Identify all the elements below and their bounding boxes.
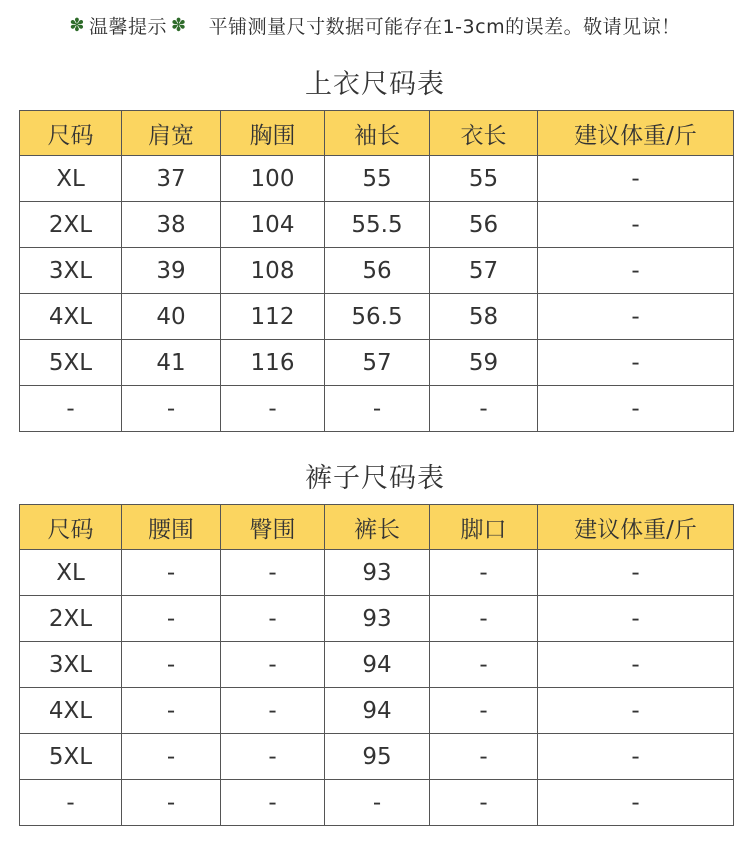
table-cell: - <box>430 550 538 596</box>
column-header: 腰围 <box>122 505 221 550</box>
table-cell: 94 <box>325 688 430 734</box>
table-cell: - <box>538 340 734 386</box>
table-cell: 4XL <box>20 688 122 734</box>
table-cell: 39 <box>122 248 221 294</box>
column-header: 尺码 <box>20 505 122 550</box>
table-cell: - <box>20 386 122 432</box>
table-cell: - <box>325 386 430 432</box>
table-cell: 37 <box>122 156 221 202</box>
table-cell: - <box>325 780 430 826</box>
table-cell: 3XL <box>20 248 122 294</box>
table-cell: 55 <box>325 156 430 202</box>
table-cell: 5XL <box>20 340 122 386</box>
table-cell: 40 <box>122 294 221 340</box>
table-cell: 57 <box>430 248 538 294</box>
table-cell: - <box>122 780 221 826</box>
table-cell: - <box>430 780 538 826</box>
table-cell: - <box>538 202 734 248</box>
table-cell: 56 <box>325 248 430 294</box>
table-cell: - <box>221 642 325 688</box>
pants-size-table <box>19 504 734 826</box>
column-header: 袖长 <box>325 111 430 156</box>
table-cell: 2XL <box>20 202 122 248</box>
table-cell: 100 <box>221 156 325 202</box>
table-cell: 38 <box>122 202 221 248</box>
top-size-table <box>19 110 734 432</box>
table-cell: - <box>122 734 221 780</box>
column-header: 臀围 <box>221 505 325 550</box>
table-cell: 2XL <box>20 596 122 642</box>
table-cell: - <box>122 642 221 688</box>
table-cell: 93 <box>325 550 430 596</box>
table-cell: - <box>538 642 734 688</box>
table-cell: - <box>538 688 734 734</box>
column-header: 胸围 <box>221 111 325 156</box>
table-cell: - <box>221 596 325 642</box>
table-cell: 93 <box>325 596 430 642</box>
table-cell: 116 <box>221 340 325 386</box>
table-cell: - <box>538 780 734 826</box>
table-cell: - <box>221 734 325 780</box>
table-row <box>20 386 734 432</box>
top-size-chart-title: 上衣尺码表 <box>305 69 445 100</box>
table-cell: - <box>20 780 122 826</box>
table-cell: XL <box>20 550 122 596</box>
table-row <box>20 596 734 642</box>
table-row <box>20 202 734 248</box>
table-cell: - <box>122 688 221 734</box>
table-cell: 55.5 <box>325 202 430 248</box>
table-cell: - <box>221 688 325 734</box>
table-cell: - <box>538 294 734 340</box>
table-cell: 56.5 <box>325 294 430 340</box>
table-cell: - <box>122 596 221 642</box>
table-cell: - <box>221 550 325 596</box>
table-header-row <box>20 111 734 156</box>
table-cell: 3XL <box>20 642 122 688</box>
table-cell: 104 <box>221 202 325 248</box>
table-header-row <box>20 505 734 550</box>
column-header: 建议体重/斤 <box>538 111 734 156</box>
pants-size-chart-title: 裤子尺码表 <box>305 463 445 494</box>
table-cell: - <box>538 248 734 294</box>
table-row <box>20 248 734 294</box>
table-cell: 58 <box>430 294 538 340</box>
table-cell: 94 <box>325 642 430 688</box>
table-cell: - <box>122 386 221 432</box>
table-cell: - <box>430 386 538 432</box>
table-row <box>20 340 734 386</box>
table-row <box>20 780 734 826</box>
table-row <box>20 294 734 340</box>
table-cell: - <box>430 596 538 642</box>
notice-bar <box>0 12 750 39</box>
table-cell: - <box>538 734 734 780</box>
table-cell: - <box>538 550 734 596</box>
table-cell: - <box>221 386 325 432</box>
notice-label: 温馨提示 <box>88 16 167 38</box>
table-cell: 59 <box>430 340 538 386</box>
table-cell: - <box>538 596 734 642</box>
table-cell: 5XL <box>20 734 122 780</box>
table-cell: 108 <box>221 248 325 294</box>
table-row <box>20 550 734 596</box>
column-header: 肩宽 <box>122 111 221 156</box>
table-row <box>20 156 734 202</box>
table-cell: 56 <box>430 202 538 248</box>
column-header: 裤长 <box>325 505 430 550</box>
table-row <box>20 734 734 780</box>
table-row <box>20 642 734 688</box>
table-cell: 4XL <box>20 294 122 340</box>
table-cell: - <box>430 688 538 734</box>
column-header: 尺码 <box>20 111 122 156</box>
table-cell: 55 <box>430 156 538 202</box>
table-cell: - <box>538 386 734 432</box>
table-row <box>20 688 734 734</box>
table-cell: - <box>221 780 325 826</box>
table-cell: - <box>538 156 734 202</box>
clover-icon: ✽ <box>171 15 187 36</box>
table-cell: 41 <box>122 340 221 386</box>
table-cell: 112 <box>221 294 325 340</box>
table-cell: 57 <box>325 340 430 386</box>
table-cell: - <box>122 550 221 596</box>
column-header: 衣长 <box>430 111 538 156</box>
clover-icon: ✽ <box>69 15 85 36</box>
notice-text: 平铺测量尺寸数据可能存在1-3cm的误差。敬请见谅！ <box>208 16 681 38</box>
column-header: 脚口 <box>430 505 538 550</box>
table-cell: - <box>430 734 538 780</box>
table-cell: XL <box>20 156 122 202</box>
table-cell: 95 <box>325 734 430 780</box>
column-header: 建议体重/斤 <box>538 505 734 550</box>
table-cell: - <box>430 642 538 688</box>
